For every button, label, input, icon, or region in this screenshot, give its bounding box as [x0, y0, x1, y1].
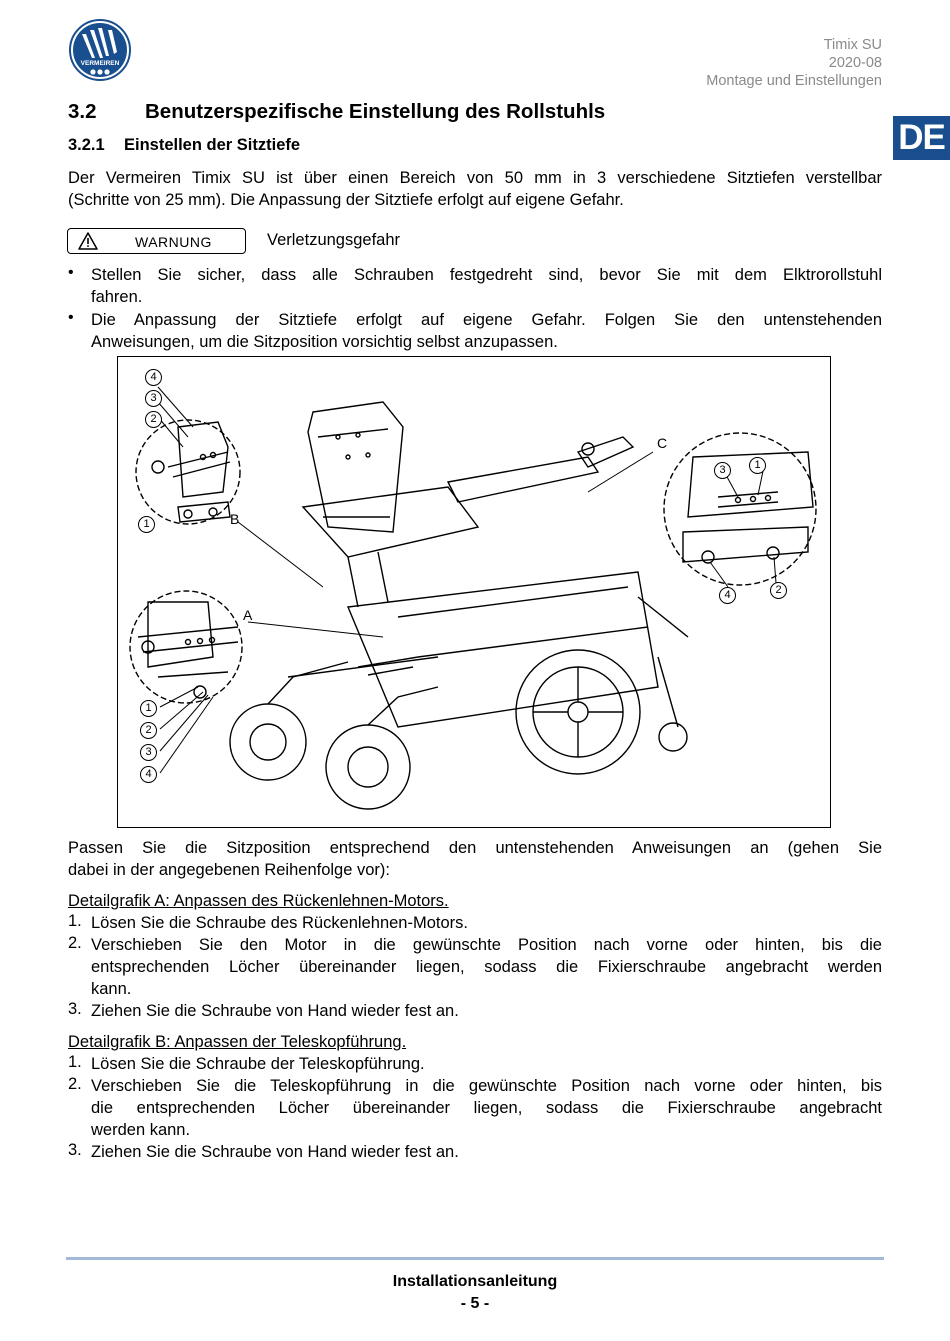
callout-1: 1: [138, 516, 155, 533]
detail-a-step-1: Lösen Sie die Schraube des Rückenlehnen-Motors.: [91, 914, 468, 932]
detail-a-title: Detailgrafik A: Anpassen des Rückenlehnen-Motors.: [68, 892, 449, 910]
callout-1: 1: [140, 700, 157, 717]
wheelchair-body: [230, 402, 688, 809]
detail-a-step-2-line-1: Verschieben Sie den Motor in die gewünschte Position nach vorne oder hinten, bis die: [91, 936, 882, 954]
warning-label: WARNUNG: [135, 234, 212, 250]
header-chapter: Montage und Einstellungen: [706, 73, 882, 89]
bullet-1-line-1: Stellen Sie sicher, dass alle Schrauben festgedreht sind, bevor Sie mit dem Elktrorollstuhl: [91, 266, 882, 284]
bullet-2-line-2: Anweisungen, um die Sitzposition vorsichtig selbst anzupassen.: [91, 333, 558, 351]
footer-title: Installationsanleitung: [392, 1273, 558, 1290]
figure-label-b: B: [230, 511, 240, 527]
warning-text: Verletzungsgefahr: [267, 231, 401, 249]
warning-triangle-icon: [78, 232, 98, 250]
bullet-1-line-2: fahren.: [91, 288, 143, 306]
detail-b-step-2-num: 2.: [68, 1075, 82, 1093]
detail-circle-c: [664, 433, 816, 585]
callout-4: 4: [719, 587, 736, 604]
callout-3: 3: [145, 390, 162, 407]
subsection-title: Einstellen der Sitztiefe: [124, 136, 301, 154]
header-product: Timix SU: [823, 37, 882, 53]
callout-4: 4: [140, 766, 157, 783]
detail-b-step-2-line-2: die entsprechenden Löcher übereinander liegen, sodass die Fixierschraube angebracht: [91, 1099, 882, 1117]
leader-lines: [158, 387, 776, 773]
callout-2: 2: [770, 582, 787, 599]
figure-label-a: A: [243, 607, 253, 623]
detail-b-step-1: Lösen Sie die Schraube der Teleskopführung.: [91, 1055, 425, 1073]
bullet-2-line-1: Die Anpassung der Sitztiefe erfolgt auf eigene Gefahr. Folgen Sie den untenstehenden: [91, 311, 882, 329]
detail-b-step-2-line-1: Verschieben Sie die Teleskopführung in die gewünschte Position nach vorne oder hinten, bis: [91, 1077, 882, 1095]
detail-a-step-3: Ziehen Sie die Schraube von Hand wieder fest an.: [91, 1002, 459, 1020]
callout-4: 4: [145, 369, 162, 386]
intro-line-1: Der Vermeiren Timix SU ist über einen Bereich von 50 mm in 3 verschiedene Sitztiefen verstellbar: [68, 169, 882, 187]
detail-a-step-3-num: 3.: [68, 1000, 82, 1018]
detail-b-step-2-line-3: werden kann.: [91, 1121, 191, 1139]
detail-b-step-1-num: 1.: [68, 1053, 82, 1071]
detail-b-step-3: Ziehen Sie die Schraube von Hand wieder fest an.: [91, 1143, 459, 1161]
instructions-line-1: Passen Sie die Sitzposition entsprechend den untenstehenden Anweisungen an (gehen Sie: [68, 839, 882, 857]
detail-b-title: Detailgrafik B: Anpassen der Teleskopführung.: [68, 1033, 407, 1051]
subsection-number: 3.2.1: [68, 136, 105, 154]
instructions-line-2: dabei in der angegebenen Reihenfolge vor):: [68, 861, 390, 879]
vermeiren-logo: [68, 18, 132, 82]
callout-1: 1: [749, 457, 766, 474]
callout-3: 3: [140, 744, 157, 761]
footer-rule: [66, 1257, 884, 1260]
language-tab: DE: [893, 116, 950, 160]
header-date: 2020-08: [828, 55, 882, 71]
section-title: Benutzerspezifische Einstellung des Rollstuhls: [145, 100, 606, 123]
callout-2: 2: [140, 722, 157, 739]
intro-line-2: (Schritte von 25 mm). Die Anpassung der Sitztiefe erfolgt auf eigene Gefahr.: [68, 191, 624, 209]
figure-label-c: C: [657, 435, 668, 451]
detail-circle-a: [130, 591, 242, 703]
callout-2: 2: [145, 411, 162, 428]
logo-text: VERMEIREN: [80, 60, 120, 67]
bullet-dot: •: [68, 309, 74, 326]
detail-a-step-2-num: 2.: [68, 934, 82, 952]
detail-circle-b: [136, 420, 240, 524]
callout-3: 3: [714, 462, 731, 479]
page-number: - 5 -: [460, 1295, 490, 1312]
detail-a-step-2-line-2: entsprechenden Löcher übereinander liegen, sodass die Fixierschraube angebracht werden: [91, 958, 882, 976]
detail-a-step-2-line-3: kann.: [91, 980, 132, 998]
detail-a-step-1-num: 1.: [68, 912, 82, 930]
section-number: 3.2: [68, 100, 97, 123]
bullet-dot: •: [68, 264, 74, 281]
detail-b-step-3-num: 3.: [68, 1141, 82, 1159]
